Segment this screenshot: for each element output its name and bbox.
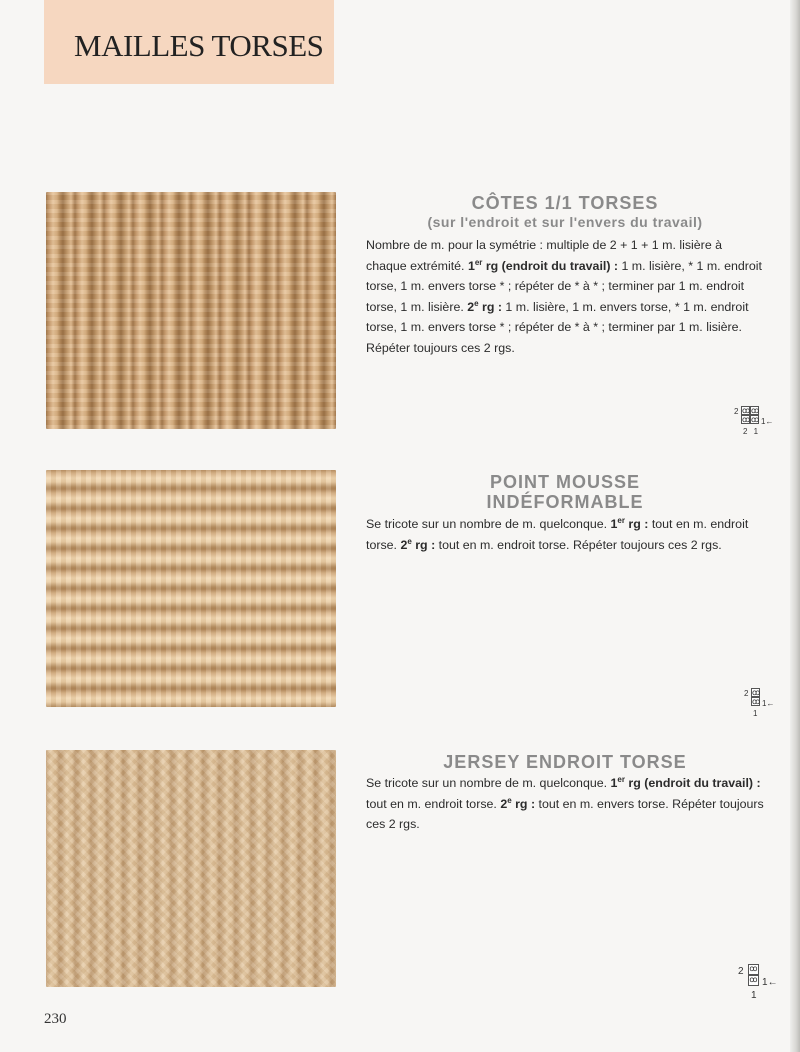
row-label: 2e rg : bbox=[400, 536, 436, 552]
twisted-knit-icon: ꝏ bbox=[752, 697, 761, 706]
twisted-purl-icon: ꝏ bbox=[751, 415, 760, 424]
stitch-chart-mousse: 2 ꝏ ꝏ 1← 1 bbox=[744, 688, 775, 718]
swatch-photo-cotes-torses bbox=[46, 192, 336, 429]
twisted-purl-icon: ꝏ bbox=[742, 406, 751, 415]
swatch-photo-point-mousse bbox=[46, 470, 336, 707]
row-text: 1 m. lisière, * 1 m. endroit torse, 1 m. envers torse * ; répéter de * à * ; terminer par 1 m. endroit torse, 1 m. lisière. bbox=[366, 258, 762, 314]
section-title-mousse-line1: POINT MOUSSE bbox=[489, 472, 640, 492]
section-subtitle-cotes: (sur l'endroit et sur l'envers du travail) bbox=[427, 214, 703, 230]
row-label: 1er rg (endroit du travail) : bbox=[467, 257, 619, 273]
section-title-cotes: CÔTES 1/1 TORSES bbox=[471, 193, 659, 213]
row-label: 2e rg : bbox=[467, 298, 502, 314]
book-spine-shadow bbox=[790, 0, 800, 1052]
chapter-header bbox=[44, 0, 334, 84]
body-text: Nombre de m. pour la symétrie : multiple de 2 + 1 + 1 m. lisière à chaque extrémité. bbox=[366, 238, 723, 273]
row-marker: 1← bbox=[761, 417, 774, 426]
section-title-mousse-line2: INDÉFORMABLE bbox=[486, 492, 644, 512]
page-number: 230 bbox=[44, 1011, 67, 1027]
twisted-knit-icon: ꝏ bbox=[751, 406, 760, 415]
row-text: tout en m. endroit torse. bbox=[366, 796, 501, 811]
stitch-chart-cotes: 2 ꝏ ꝏ ꝏ ꝏ 1← 2 1 bbox=[734, 406, 774, 436]
row-label: 1er rg : bbox=[610, 515, 649, 531]
row-label: 2e rg : bbox=[500, 795, 536, 811]
row-text: tout en m. endroit torse. bbox=[366, 517, 749, 552]
section-body-jersey bbox=[366, 773, 766, 835]
row-text: tout en m. endroit torse. Répéter toujours ces 2 rgs. bbox=[435, 537, 722, 552]
row-text: 1 m. lisière, 1 m. envers torse, * 1 m. endroit torse, 1 m. envers torse * ; répéter de * à * ; terminer par 1 m. lisière. Répéter toujours ces 2 rgs. bbox=[366, 299, 749, 355]
twisted-knit-icon: ꝏ bbox=[749, 975, 758, 984]
section-body-mousse bbox=[366, 514, 766, 555]
section-title-jersey: JERSEY ENDROIT TORSE bbox=[443, 752, 687, 772]
chapter-title: MAILLES TORSES bbox=[74, 28, 324, 63]
body-text: Se tricote sur un nombre de m. quelconque. bbox=[366, 517, 611, 531]
row-label: 1er rg (endroit du travail) : bbox=[610, 774, 761, 790]
body-text: Se tricote sur un nombre de m. quelconque. bbox=[366, 776, 611, 790]
row-marker: 1← bbox=[762, 699, 775, 708]
row-marker: 1← bbox=[762, 977, 778, 988]
twisted-knit-icon: ꝏ bbox=[749, 964, 758, 973]
twisted-knit-icon: ꝏ bbox=[752, 688, 761, 697]
twisted-knit-icon: ꝏ bbox=[742, 415, 751, 424]
stitch-chart-jersey: 2 ꝏ ꝏ 1← 1 bbox=[738, 964, 778, 1001]
section-body-cotes bbox=[366, 235, 766, 359]
swatch-photo-jersey-endroit-torse bbox=[46, 750, 336, 987]
row-text: tout en m. envers torse. Répéter toujours ces 2 rgs. bbox=[366, 796, 764, 832]
